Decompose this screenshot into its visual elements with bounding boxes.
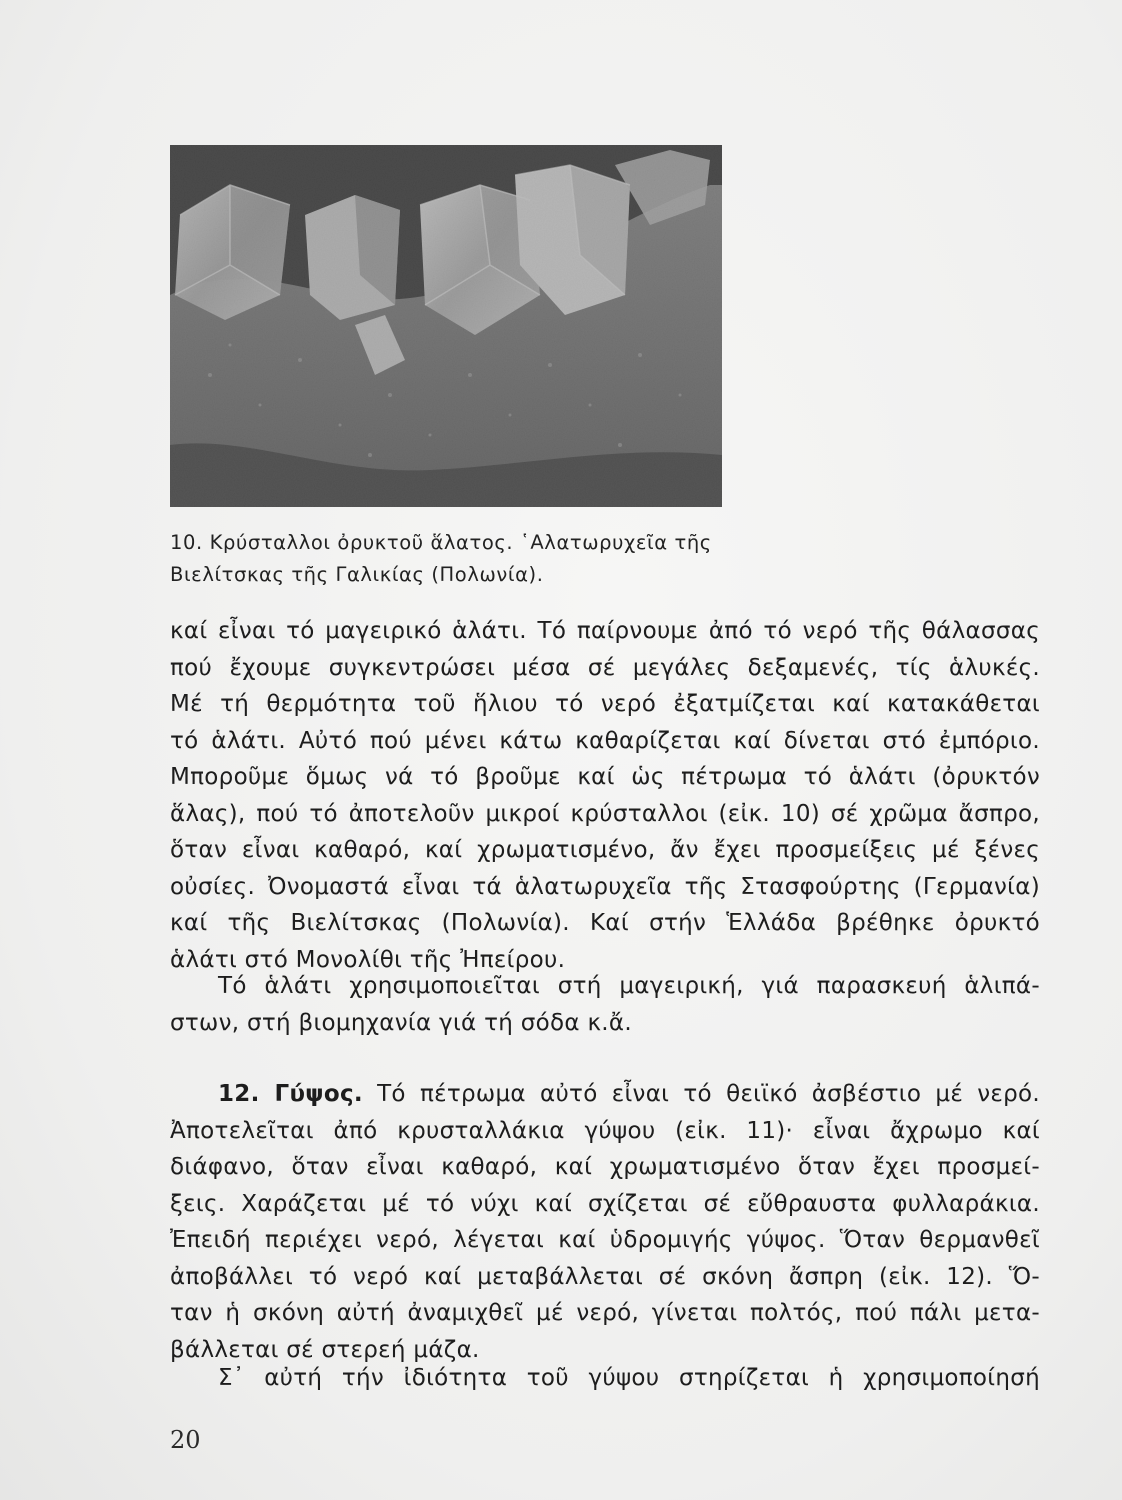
figure-caption-line: 10. Κρύσταλλοι ὀρυκτοῦ ἅλατος. ῾Αλατωρυχεῖα τῆς <box>170 531 712 554</box>
text-line: οὐσίες. Ὀνομαστά εἶναι τά ἁλατωρυχεῖα τῆς Στασφούρτης (Γερμανία) <box>170 873 1040 900</box>
paragraph-salt-uses <box>170 968 1040 1041</box>
salt-crystals-illustration <box>170 145 722 507</box>
section-heading: 12. Γύψος. <box>218 1081 363 1107</box>
text-line: Τό ἁλάτι χρησιμοποιεῖται στή μαγειρική, γιά παρασκευή ἁλιπά- <box>218 973 1040 999</box>
text-line: ταν ἡ σκόνη αὐτή ἀναμιχθεῖ μέ νερό, γίνεται πολτός, πού πάλι μετα- <box>170 1300 1040 1326</box>
salt-crystals-photo <box>170 145 722 507</box>
text-line: πού ἔχουμε συγκεντρώσει μέσα σέ μεγάλες δεξαμενές, τίς ἁλυκές. <box>170 654 1040 681</box>
text-line: τό ἁλάτι. Αὐτό πού μένει κάτω καθαρίζεται καί δίνεται στό ἐμπόριο. <box>170 727 1040 754</box>
paragraph-gypsum <box>170 1076 1040 1368</box>
text-line <box>170 1076 1040 1113</box>
text-line: Ἀποτελεῖται ἀπό κρυσταλλάκια γύψου (εἰκ. 11)· εἶναι ἄχρωμο καί <box>170 1117 1040 1144</box>
text-line: διάφανο, ὅταν εἶναι καθαρό, καί χρωματισμένο ὅταν ἔχει προσμεί- <box>170 1154 1040 1180</box>
text-line: Μέ τή θερμότητα τοῦ ἥλιου τό νερό ἐξατμίζεται καί κατακάθεται <box>170 691 1040 717</box>
text-line: Ἐπειδή περιέχει νερό, λέγεται καί ὑδρομιγής γύψος. Ὅταν θερμανθεῖ <box>170 1227 1040 1253</box>
text-line: Μποροῦμε ὅμως νά τό βροῦμε καί ὡς πέτρωμα τό ἁλάτι (ὀρυκτόν <box>170 764 1040 790</box>
text-line: Σ᾽ αὐτή τήν ἰδιότητα τοῦ γύψου στηρίζεται ἡ χρησιμοποίησή <box>218 1365 1040 1391</box>
text-line: ὅταν εἶναι καθαρό, καί χρωματισμένο, ἄν ἔχει προσμείξεις μέ ξένες <box>170 837 1040 863</box>
text-line: βάλλεται σέ στερεή μάζα. <box>170 1336 480 1363</box>
text-line: στων, στή βιομηχανία γιά τή σόδα κ.ἄ. <box>170 1009 632 1036</box>
text-line-rest: Τό πέτρωμα αὐτό εἶναι τό θειϊκό ἀσβέστιο μέ νερό. <box>377 1081 1040 1107</box>
paragraph-salt <box>170 613 1040 978</box>
page-number: 20 <box>170 1426 201 1454</box>
text-line: ἁλάτι στό Μονολίθι τῆς Ἠπείρου. <box>170 946 566 973</box>
text-line: καί τῆς Βιελίτσκας (Πολωνία). Καί στήν Ἑλλάδα βρέθηκε ὀρυκτό <box>170 910 1040 936</box>
paragraph-gypsum-use <box>170 1360 1040 1397</box>
text-line: ἀποβάλλει τό νερό καί μεταβάλλεται σέ σκόνη ἄσπρη (εἰκ. 12). Ὅ- <box>170 1263 1040 1290</box>
text-line: ξεις. Χαράζεται μέ τό νύχι καί σχίζεται σέ εὔθραυστα φυλλαράκια. <box>170 1190 1040 1217</box>
figure-caption-line: Βιελίτσκας τῆς Γαλικίας (Πολωνία). <box>170 563 544 586</box>
figure-caption <box>170 527 770 591</box>
text-line: ἅλας), πού τό ἀποτελοῦν μικροί κρύσταλλοι (εἰκ. 10) σέ χρῶμα ἄσπρο, <box>170 800 1040 827</box>
text-line: καί εἶναι τό μαγειρικό ἁλάτι. Τό παίρνουμε ἀπό τό νερό τῆς θάλασσας <box>170 618 1040 644</box>
